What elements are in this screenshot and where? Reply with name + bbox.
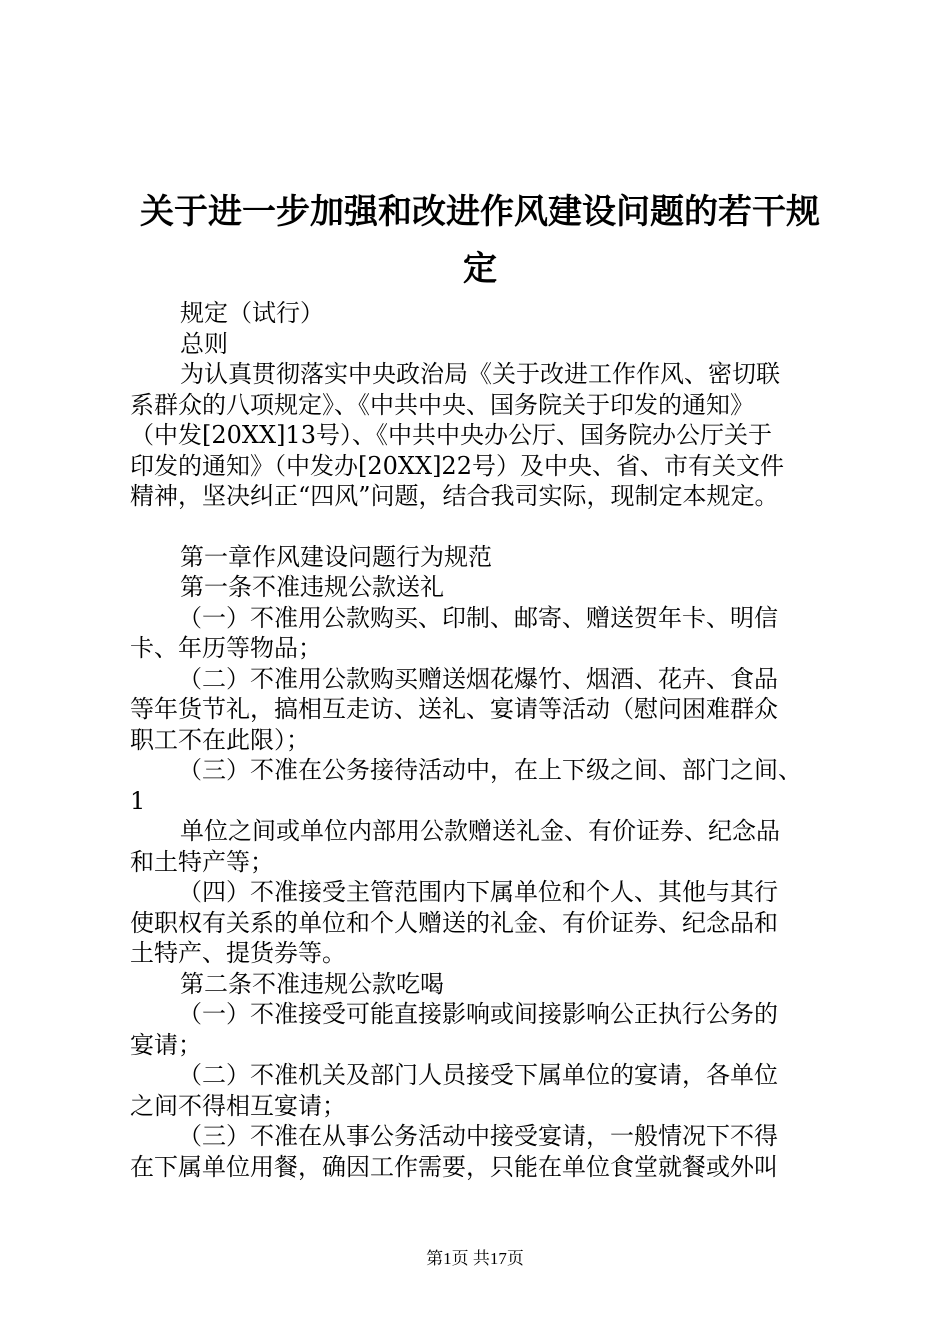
section-heading: 总则: [180, 329, 228, 358]
document-title-line-1: 关于进一步加强和改进作风建设问题的若干规: [140, 192, 820, 232]
paragraph-line: 之间不得相互宴请；: [130, 1091, 346, 1120]
paragraph-line: （一）不准接受可能直接影响或间接影响公正执行公务的: [178, 1000, 778, 1028]
paragraph-line: 土特产、提货券等。: [130, 939, 346, 967]
paragraph-line: （三）不准在从事公务活动中接受宴请，一般情况下不得: [178, 1122, 778, 1150]
paragraph-line: 使职权有关系的单位和个人赠送的礼金、有价证券、纪念品和: [130, 908, 778, 937]
paragraph-line: 宴请；: [130, 1030, 202, 1059]
paragraph-line: 等年货节礼，搞相互走访、送礼、宴请等活动（慰问困难群众: [130, 695, 778, 723]
document-body: [130, 298, 850, 1182]
chapter-heading: 第一章作风建设问题行为规范: [180, 542, 492, 571]
paragraph-line: （一）不准用公款购买、印制、邮寄、赠送贺年卡、明信: [178, 603, 778, 632]
paragraph-line: 1: [130, 786, 146, 815]
paragraph-line: （中发[20XX]13号）、《中共中央办公厅、国务院办公厅关于: [130, 421, 772, 449]
paragraph-line: 印发的通知》（中发办[20XX]22号）及中央、省、市有关文件: [130, 451, 784, 480]
article-heading: 第二条不准违规公款吃喝: [180, 969, 444, 998]
paragraph-line: 和土特产等；: [130, 847, 274, 876]
paragraph-line: 卡、年历等物品；: [130, 634, 322, 662]
page-number-footer: 第1页 共17页: [426, 1249, 524, 1268]
paragraph-line: （四）不准接受主管范围内下属单位和个人、其他与其行: [178, 878, 778, 906]
subtitle-line: 规定（试行）: [180, 299, 324, 327]
paragraph-line: 在下属单位用餐，确因工作需要，只能在单位食堂就餐或外叫: [130, 1152, 778, 1181]
paragraph-line: （二）不准用公款购买赠送烟花爆竹、烟酒、花卉、食品: [178, 664, 778, 693]
paragraph-line: （二）不准机关及部门人员接受下属单位的宴请，各单位: [178, 1061, 778, 1089]
paragraph-line: 为认真贯彻落实中央政治局《关于改进工作作风、密切联: [180, 360, 780, 388]
article-heading: 第一条不准违规公款送礼: [180, 573, 444, 601]
paragraph-line: 单位之间或单位内部用公款赠送礼金、有价证券、纪念品: [180, 817, 780, 845]
paragraph-line: 精神，坚决纠正“四风”问题，结合我司实际，现制定本规定。: [130, 482, 779, 510]
document-title-line-2: 定: [463, 249, 497, 289]
paragraph-line: 系群众的八项规定》、《中共中央、国务院关于印发的通知》: [130, 390, 754, 419]
paragraph-line: 职工不在此限）；: [130, 725, 310, 754]
paragraph-line: （三）不准在公务接待活动中，在上下级之间、部门之间、: [178, 756, 802, 784]
